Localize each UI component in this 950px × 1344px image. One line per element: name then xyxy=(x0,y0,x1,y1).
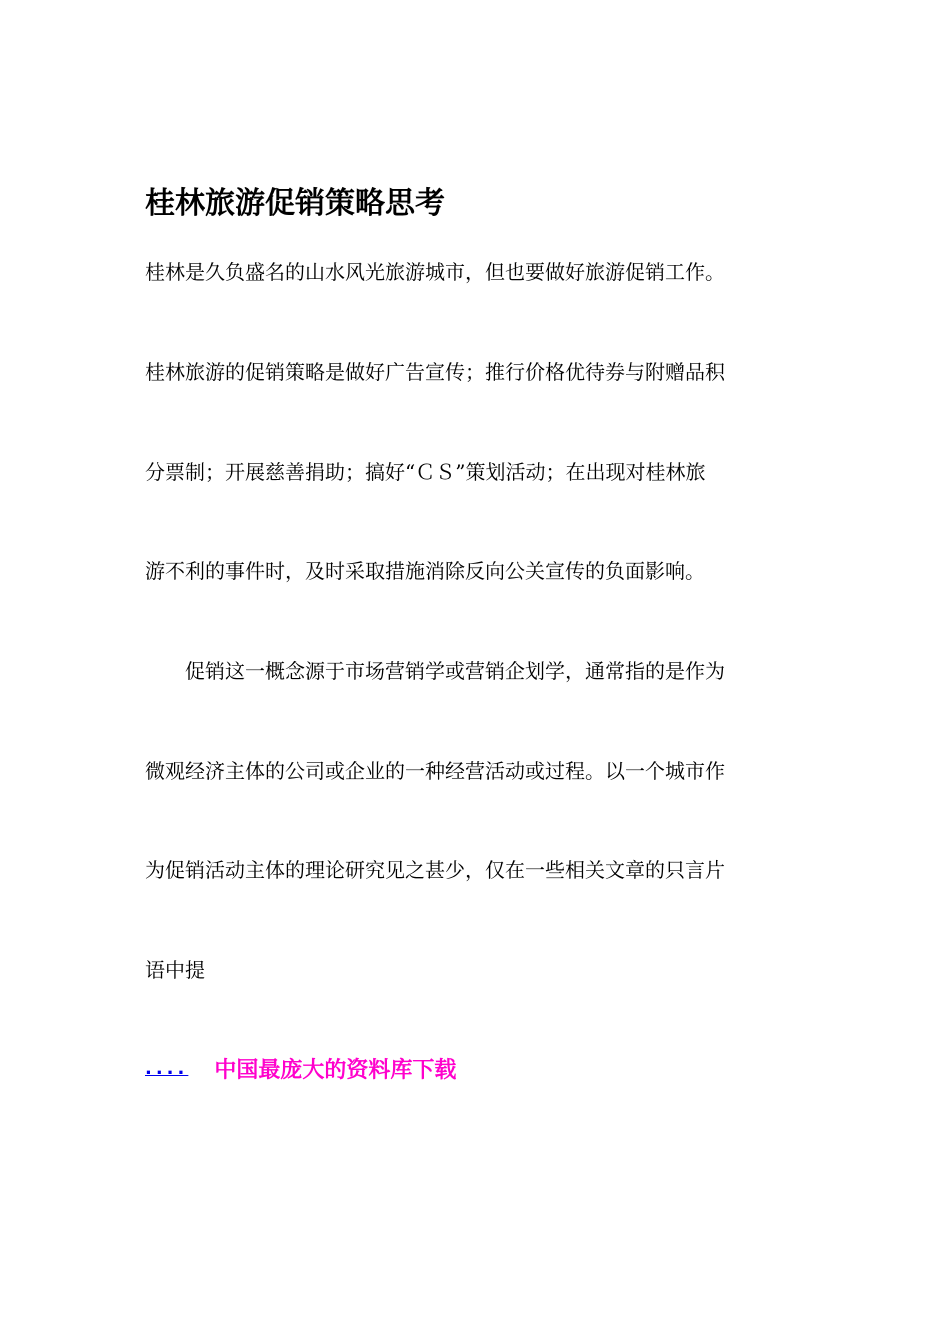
body-line-8: 语中提 xyxy=(145,958,205,982)
download-footer xyxy=(145,1050,456,1086)
body-line-5: 促销这一概念源于市场营销学或营销企划学，通常指的是作为 xyxy=(145,659,725,683)
body-line-6: 微观经济主体的公司或企业的一种经营活动或过程。以一个城市作 xyxy=(145,759,725,783)
body-line-4: 游不利的事件时，及时采取措施消除反向公关宣传的负面影响。 xyxy=(145,559,705,583)
body-line-1: 桂林是久负盛名的山水风光旅游城市，但也要做好旅游促销工作。 xyxy=(145,260,725,284)
document-title: 桂林旅游促销策略思考 xyxy=(145,186,445,221)
download-caption: 中国最庞大的资料库下载 xyxy=(214,1057,457,1083)
body-line-3: 分票制；开展慈善捐助；搞好“ＣＳ”策划活动；在出现对桂林旅 xyxy=(145,460,706,484)
download-link[interactable]: .... xyxy=(145,1057,189,1079)
body-line-7: 为促销活动主体的理论研究见之甚少，仅在一些相关文章的只言片 xyxy=(145,858,725,882)
body-line-2: 桂林旅游的促销策略是做好广告宣传；推行价格优待券与附赠品积 xyxy=(145,360,725,384)
